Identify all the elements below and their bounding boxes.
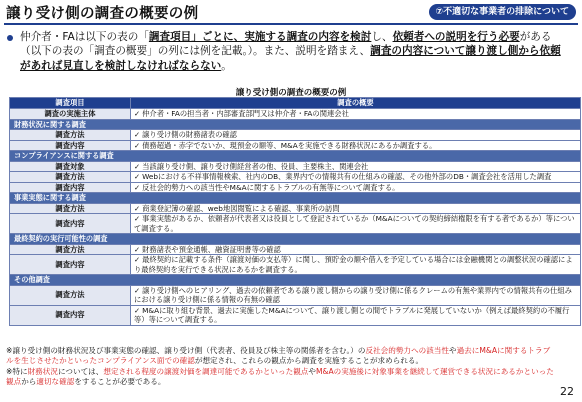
content-text: 商業登記簿の確認、web地図閲覧による確認、事業所の訪問 <box>142 203 340 213</box>
section-label: コンプライアンスに関する調査 <box>10 151 581 162</box>
footnote-text: や <box>449 346 457 355</box>
row-label: 調査方法 <box>10 285 131 305</box>
row-content <box>131 140 581 151</box>
row-content <box>131 305 581 325</box>
checkmark-icon: ✓ <box>134 130 141 139</box>
footnote-text: から <box>21 377 37 387</box>
row-content <box>131 244 581 255</box>
bullet-icon <box>7 35 13 41</box>
column-header-summary: 調査の概要 <box>131 98 581 109</box>
intro-text-4: 。 <box>221 59 232 72</box>
row-content <box>131 255 581 275</box>
footnote-text: をすることが必要である。 <box>74 377 166 387</box>
row-label: 調査内容 <box>10 182 131 193</box>
row-content <box>131 172 581 183</box>
row-label: 調査内容 <box>10 255 131 275</box>
content-item <box>134 255 577 274</box>
section-label: 事業実態に関する調査 <box>10 193 581 204</box>
section-label: その他調査 <box>10 275 581 286</box>
table-section-row <box>10 234 581 245</box>
content-text: 事業実態があるか、依頼者が代表者又は役員として登記されているか（M&Aについての契約締結権限を有する者であるか）等について調査する。 <box>134 214 575 233</box>
checkmark-icon: ✓ <box>134 214 141 223</box>
row-content <box>131 130 581 141</box>
content-item <box>134 306 577 325</box>
content-item <box>134 214 577 233</box>
table-body <box>10 109 581 326</box>
content-item <box>134 183 577 193</box>
footnote-highlight: 想定される程度の譲渡対価を調達可能であるかといった観点 <box>103 366 309 376</box>
content-item <box>134 286 577 305</box>
footnote-text: が想定され、これらの観点から調査を実施することが求められる。 <box>194 356 424 366</box>
content-text: 最終契約に記載する条件（譲渡対価の支払等）に関し、預貯金の額や借入を予定している場合には金融機関との調整状況の確認により最終契約を実行できる状況にあるかを調査する。 <box>134 255 573 274</box>
row-content <box>131 182 581 193</box>
footnotes <box>6 346 554 388</box>
checkmark-icon: ✓ <box>134 203 141 213</box>
table-row <box>10 214 581 234</box>
footnote-text: については、 <box>57 366 104 376</box>
row-content <box>131 109 581 120</box>
intro-text-2: し、 <box>371 31 393 43</box>
checkmark-icon: ✓ <box>134 109 141 118</box>
content-item <box>134 172 577 182</box>
table-row <box>10 161 581 172</box>
footnote-highlight: 財務状況 <box>27 366 58 376</box>
checkmark-icon: ✓ <box>134 255 141 264</box>
title-rule <box>4 23 578 25</box>
content-text: 財務諸表や預金通帳、融資証明書等の確認 <box>142 244 281 254</box>
row-label: 調査対象 <box>10 161 131 172</box>
checkmark-icon: ✓ <box>134 244 141 254</box>
checkmark-icon: ✓ <box>134 172 141 181</box>
content-text: 当該譲り受け側、譲り受け側経営者の他、役員、主要株主、関連会社 <box>142 161 369 171</box>
content-item <box>134 162 577 172</box>
checkmark-icon: ✓ <box>134 161 141 171</box>
table-row <box>10 285 581 305</box>
content-text: 反社会的勢力への該当性やM&Aに関するトラブルの有無等について調査する。 <box>142 182 400 192</box>
content-item <box>134 204 577 214</box>
row-label: 調査内容 <box>10 214 131 234</box>
column-header-item: 調査項目 <box>10 98 131 109</box>
content-text: Webにおける不祥事情報検索、社内のDB、業界内での情報共有の仕組みの確認、その他外部のDB・調査会社を活用した調査 <box>142 172 552 181</box>
table-row <box>10 203 581 214</box>
intro-highlight-3: 調査の内容について譲り渡し側から依頼があれば見直しを検討しなければならない <box>20 45 561 72</box>
footnote-2 <box>6 367 554 388</box>
content-item <box>134 141 577 151</box>
footnote-highlight: 反社会的勢力への該当性 <box>365 346 449 355</box>
checkmark-icon: ✓ <box>134 140 141 150</box>
footnote-text: ※譲り受け側の財務状況及び事業実態の確認、譲り受け側（代表者、役員及び株主等の関係者を含む。）の <box>6 346 366 355</box>
row-label: 調査内容 <box>10 305 131 325</box>
row-label: 調査方法 <box>10 244 131 255</box>
table-section-row <box>10 151 581 162</box>
table-row <box>10 182 581 193</box>
content-text: 譲り受け側へのヒアリング、過去の依頼者である譲り渡し側からの譲り受け側に係るクレームの有無や業界内での情報共有の仕組みにおける譲り受け側に係る情報の有無の確認 <box>134 285 572 304</box>
checkmark-icon: ✓ <box>134 182 141 192</box>
table-row <box>10 244 581 255</box>
intro-text-3: がある（以下の表の「調査の概要」の列には例を記載。）。また、説明を踏まえ、 <box>20 31 552 58</box>
footnote-text: や <box>308 366 316 376</box>
table-row <box>10 109 581 120</box>
content-text: 仲介者・FAの担当者・内部審査部門又は仲介者・FAの関連会社 <box>142 109 349 118</box>
page-title: 譲り受け側の調査の概要の例 <box>6 6 199 22</box>
content-item <box>134 245 577 255</box>
content-item <box>134 130 577 140</box>
content-text: 債務超過・赤字でないか、現預金の額等、M&Aを実施できる財務状況にあるか調査する。 <box>142 140 437 150</box>
row-label: 調査方法 <box>10 172 131 183</box>
section-label: 財務状況に関する調査 <box>10 119 581 130</box>
footnote-highlight: 過去にM&Aに関するトラブルを生じさせたかといったコンプライアンス面での確認 <box>6 346 551 366</box>
footnote-text: ※特に <box>6 366 28 376</box>
row-label: 調査方法 <box>10 130 131 141</box>
page-number: 22 <box>560 385 574 398</box>
row-label: 調査の実施主体 <box>10 109 131 120</box>
row-content <box>131 203 581 214</box>
footnote-highlight: 適切な確認 <box>36 377 75 387</box>
table-row <box>10 255 581 275</box>
row-content <box>131 214 581 234</box>
footnote-highlight: M&Aの実施後に対象事業を継続して運営できる状況にあるかといった観点 <box>6 366 554 387</box>
intro-paragraph <box>20 30 568 73</box>
footnote-1 <box>6 346 554 367</box>
section-badge: ⑦不適切な事業者の排除について <box>429 4 576 20</box>
row-content <box>131 161 581 172</box>
table-row <box>10 140 581 151</box>
section-label: 最終契約の実行可能性の調査 <box>10 234 581 245</box>
content-text: 譲り受け側の財務諸表の確認 <box>142 130 237 139</box>
intro-text-1: 仲介者・FAは以下の表の「 <box>20 31 149 43</box>
checkmark-icon: ✓ <box>134 305 141 315</box>
table-section-row <box>10 193 581 204</box>
table-row <box>10 305 581 325</box>
row-content <box>131 285 581 305</box>
intro-highlight-1: 調査項目」ごとに、実施する調査の内容を検討 <box>148 31 372 43</box>
row-label: 調査内容 <box>10 140 131 151</box>
row-label: 調査方法 <box>10 203 131 214</box>
content-item <box>134 109 577 119</box>
table-row <box>10 130 581 141</box>
checkmark-icon: ✓ <box>134 285 141 295</box>
table-section-row <box>10 275 581 286</box>
content-text: M&Aに取り組む背景、過去に実施したM&Aについて、譲り渡し側との間でトラブルに発展していないか（例えば最終契約の不履行等）等について調査する。 <box>134 305 570 324</box>
survey-table <box>9 97 581 326</box>
table-section-row <box>10 119 581 130</box>
table-row <box>10 172 581 183</box>
intro-highlight-2: 依頼者への説明を行う必要 <box>392 31 520 43</box>
table-title: 譲り受け側の調査の概要の例 <box>235 88 347 98</box>
